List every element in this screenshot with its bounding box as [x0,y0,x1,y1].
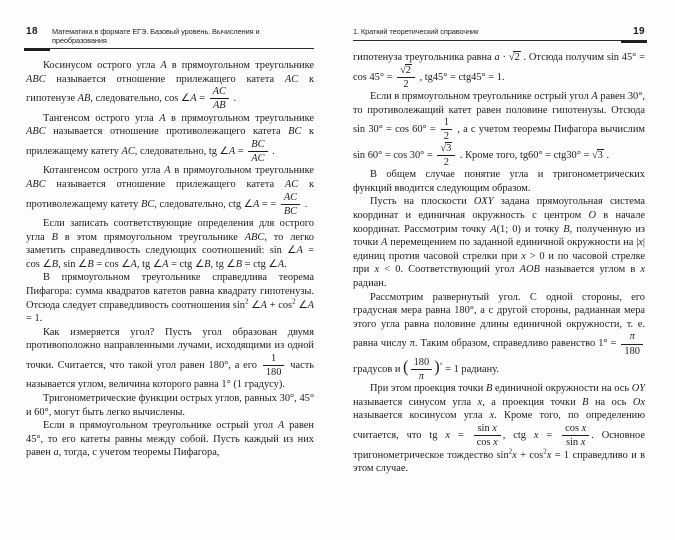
math-i: x [640,264,646,276]
paragraph: Тангенсом острого угла A в прямоугольном треугольнике ABC называется отношение противолежащего катета BC к прилежащему катету AC, следовательно, tg ∠A = $\frac{BC}{AC}$ . [26,112,314,165]
radical-icon: √ [440,142,447,154]
math-i: B [486,383,493,395]
math-i: a [53,447,59,459]
fraction-numerator: 1 [271,352,277,364]
math-i: BC [251,138,265,150]
fraction-numerator [248,139,267,151]
math-i: B [51,258,59,270]
paragraph: Как измеряется угол? Пусть угол образован двумя противоположно направленными лучами, исходящими из одной точки. Считается, что такой угол равен 180°, а его $\frac{1}{180}$ часть называется углом, величина которого равна 1° (1 градусу). [26,326,314,391]
math-i: AC [284,178,299,190]
fraction-numerator [210,86,229,98]
paragraph: Если в прямоугольном треугольнике острый угол A равен 30°, то противолежащий катет равен половине гипотенузы. Отсюда sin 30° = cos 60° = $\frac{1}{2}$ , а с учетом теоремы Пифагора вычислим sin 60° = cos 30° = $\frac{√3}{2}$ . Кроме того, tg60° = ctg30° = √3 . [353,91,646,168]
math-i: π [629,331,635,343]
math-i: x [638,237,643,249]
fraction-denominator [248,151,267,164]
right-page-number: 19 [633,26,645,37]
radicand: 2 [405,64,411,76]
paragraph: В общем случае понятие угла и тригонометрических функций вводится следующим образом. [353,169,645,194]
math-i: OXY [473,196,494,208]
fraction-denominator [281,204,300,217]
math-i: AC [284,73,299,85]
math-sup: 2 [244,297,249,306]
math-i: ABC [26,178,46,190]
fraction-denominator: 180 [621,344,643,357]
left-page [0,0,337,540]
fraction-numerator [397,65,415,77]
radicand: 3 [446,142,452,154]
math-i: x [489,410,495,422]
radical-icon: √ [508,52,515,63]
math-i: A [490,223,497,235]
math-i: ABC [244,231,265,243]
paragraph: Если в прямоугольном треугольнике острый угол A равен 45°, то его катеты равны между собой. Пусть каждый из них равен a, тогда, с учетом теоремы Пифагора, [26,420,314,459]
math-i: x [546,449,552,461]
math-i: AC [121,145,135,157]
math-i: BC [140,198,155,210]
paragraph: При этом проекция точки B единичной окружности на ось OY называется синусом угла x, а проекция точки B на ось Ox называется косинусом угла x. Кроме того, по определению считается, что tg x = $\frac{\text{sin x}}{\text{cos x}}$ , ctg x = $\frac{\text{cos x}}{\text{sin x}}$ . Основное тригонометрическое тождество $\sin^2x + \cos^2x = 1$ справедливо и в этом случае. [353,383,646,475]
page-number-rule [621,40,647,42]
math-i: AC [212,86,226,98]
math-i: A [130,258,137,270]
math-i: x [581,423,587,435]
paragraph: Тригонометрические функции острых углов, равных 30°, 45° и 60°, могут быть легко вычислены. [26,392,314,418]
left-page-header [26,26,314,49]
math-frac [437,143,455,168]
math-i: Ox [632,396,645,408]
paragraph: Рассмотрим развернутый угол. С одной стороны, его градусная мера равна 180°, а с другой стороны, радианная мера этого угла равна половине длины единичной окружности, т. е. равна числу π. Таким образом, справедливо равенство 1° = $\frac{\pi}{180}$ градусов и ( $\frac{180}{\pi}$ )° = 1 радиану. [353,291,645,383]
fraction-denominator: 180 [263,365,285,378]
math-i: A [228,145,236,157]
page-number-rule [24,48,50,50]
math-frac [562,423,589,448]
math-i: π [409,338,415,350]
radical-icon: √ [400,64,406,76]
math-sqrt [509,51,521,65]
math-i: A [164,165,171,177]
math-i: A [307,299,315,311]
left-page-body [26,59,314,460]
math-sup: ° [439,361,443,370]
math-i: A [159,112,166,124]
math-sqrt [592,149,604,163]
right-running-title: 1. Краткий теоретический справочник [353,27,479,36]
math-i: B [87,258,94,270]
math-i: x [493,437,498,449]
math-i: A [260,299,267,311]
radical-icon: √ [591,149,598,161]
paragraph: гипотенуза треугольника равна a · √2 . Отсюда получим sin 45° = cos 45° = $\frac{√2}{2}$ , tg45° = ctg45° = 1. [353,52,646,90]
radicand: 2 [514,52,520,63]
math-i: B [204,258,211,270]
math-i: ABC [26,73,46,85]
math-i: AB [212,100,226,112]
math-i: A [160,60,167,71]
math-frac [474,423,501,448]
math-i: AB [77,93,91,105]
fraction-denominator [210,98,229,111]
paragraph: Котангенсом острого угла A в прямоугольном треугольнике ABC называется отношение прилежащего катета AC к противолежащему катету BC, следовательно, ctg ∠A = = $\frac{AC}{BC}$ . [26,165,314,217]
fraction-numerator [621,331,643,343]
right-page [337,0,675,540]
math-i: π [418,371,424,383]
fraction-numerator: sin x [477,423,497,435]
radicand: 3 [597,149,603,161]
math-big: ( [403,356,409,376]
math-frac [263,353,285,378]
left-running-title: Математика в формате ЕГЭ. Базовый уровень. Вычисления и преобразования [51,27,260,45]
math-i: AC [283,191,298,203]
math-i: B [235,258,243,270]
math-i: x [521,250,526,262]
math-i: A [252,198,260,210]
math-i: A [591,91,598,103]
math-i: A [190,93,197,105]
math-i: B [51,231,58,243]
math-frac [210,86,229,111]
fraction-denominator: cos x [474,435,501,448]
math-i: x [477,396,483,408]
right-page-body [353,51,645,476]
math-frac [281,192,300,217]
right-page-header [353,26,645,41]
math-i: x [533,430,539,442]
math-i: B [582,396,589,408]
math-i: B [563,223,570,235]
math-sqrt [440,143,452,154]
math-frac [411,357,433,382]
math-i: AOB [519,264,540,276]
math-i: x [492,423,497,435]
fraction-denominator: 2 [437,155,455,168]
paragraph: Если записать соответствующие определения для острого угла B в этом прямоугольном треугольнике ABC, то легко заметить справедливость следующих соотношений: sin ∠A = cos ∠B, sin ∠B = cos ∠A, tg ∠A = ctg ∠B, tg ∠B = ctg ∠A. [26,217,314,270]
math-i: ABC [26,126,46,138]
left-page-number: 18 [26,26,38,37]
math-i: A [277,258,285,270]
math-i: A [296,245,303,257]
math-i: A [381,237,388,249]
math-i: BC [288,126,302,138]
math-frac [248,139,267,164]
fraction-denominator: 2 [397,77,415,90]
math-frac [397,65,415,90]
paragraph: Пусть на плоскости OXY задана прямоугольная система координат и единичная окружность с центром O в начале координат. Рассмотрим точку A(1; 0) и точку B, полученную из точки A перемещением по заданной единичной окружности на |x| единиц против часовой стрелки при x > 0 и по часовой стрелке при x < 0. Соответствующий угол AOB называется углом в x радиан. [353,196,646,289]
paragraph: Косинусом острого угла A в прямоугольном треугольнике ABC называется отношение прилежащего катета AC к гипотенузе AB, следовательно, cos ∠A = $\frac{AC}{AB}$ . [26,60,314,112]
math-i: A [162,258,169,270]
paragraph: В прямоугольном треугольнике справедлива теорема Пифагора: сумма квадратов катетов равна квадрату гипотенузы. Отсюда следует справедливость соотношения $\sin^2$ ∠A + $\cos^2$ ∠A = 1. [26,272,315,325]
math-i: x [374,264,380,276]
math-big: ) [434,356,440,376]
math-i: x [580,437,586,449]
math-sup: 2 [543,447,547,456]
math-i: BC [283,205,298,217]
fraction-numerator: 1 [443,117,450,129]
fraction-numerator [281,192,300,204]
math-sup: 2 [508,447,513,456]
fraction-numerator: cos x [565,423,587,435]
math-i: OY [631,383,646,395]
math-i: a [494,52,500,63]
fraction-numerator [437,143,455,155]
fraction-denominator [411,369,433,382]
fraction-denominator: sin x [562,435,589,448]
math-i: AC [251,153,265,165]
math-frac [441,117,452,142]
math-i: O [588,209,596,221]
math-sqrt [400,65,412,76]
math-sup: 2 [292,297,296,306]
math-frac [621,331,643,356]
fraction-numerator: 180 [413,356,430,368]
math-i: x [512,449,517,461]
math-i: x [445,430,450,442]
fraction-denominator: 2 [441,129,452,142]
math-i: A [277,420,285,432]
